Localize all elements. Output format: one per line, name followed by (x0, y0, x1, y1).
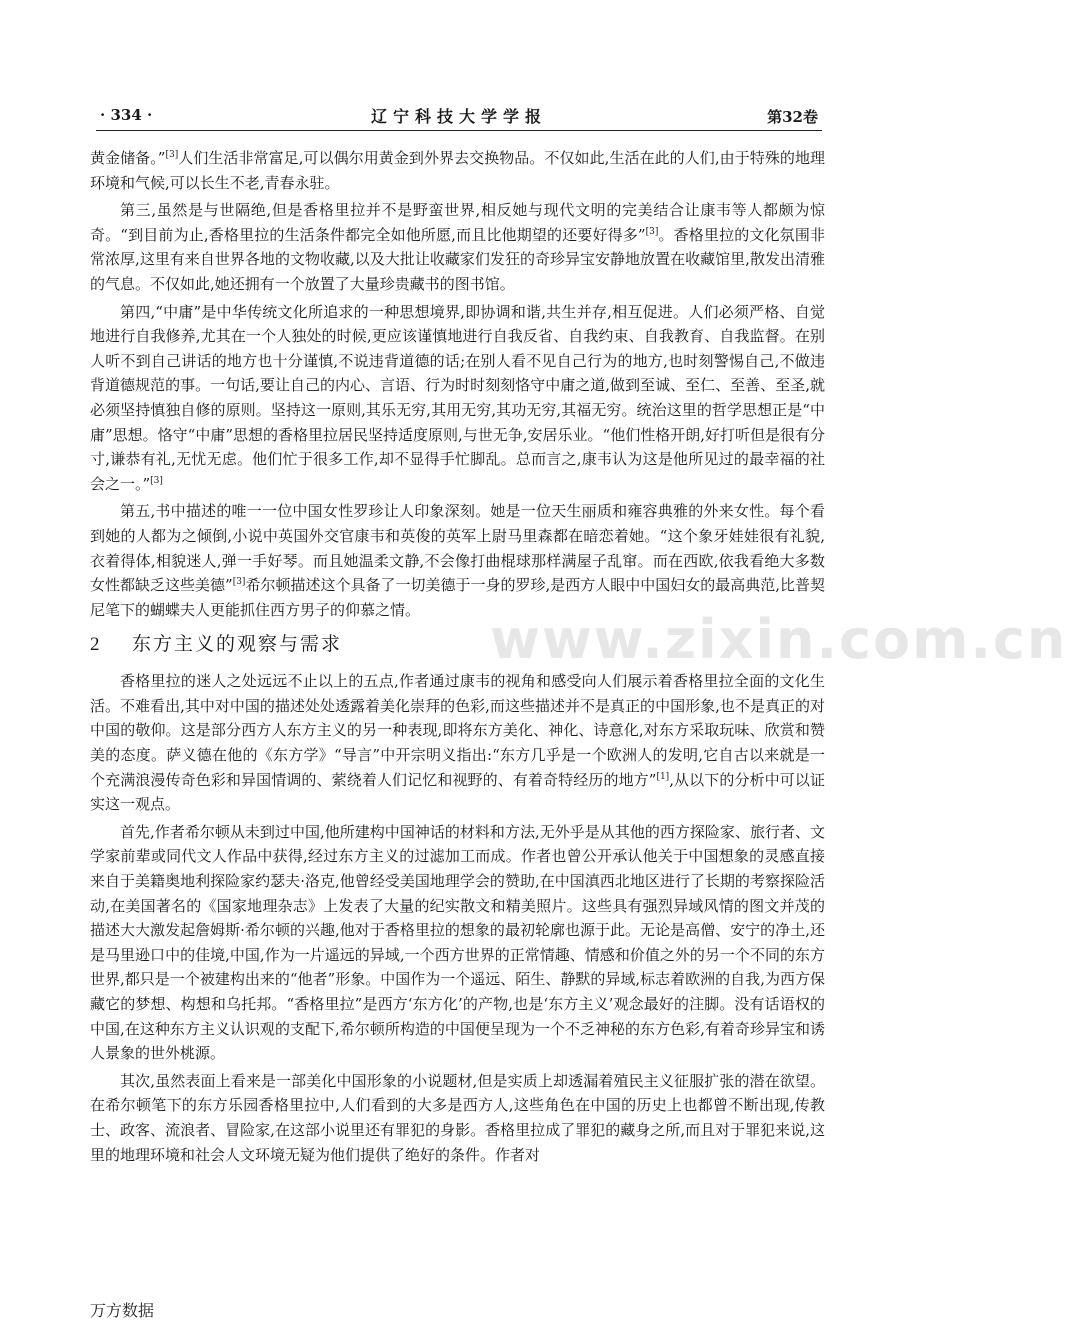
paragraph: 其次,虽然表面上看来是一部美化中国形象的小说题材,但是实质上却透漏着殖民主义征服扩张的潜在欲望。在希尔顿笔下的东方乐园香格里拉中,人们看到的大多是西方人,这些角色在中国的历史上也都曾不断出现,传教士、政客、流浪者、冒险家,在这部小说里还有罪犯的身影。香格里拉成了罪犯的藏身之所,而且对于罪犯来说,这里的地理环境和社会人文环境无疑为他们提供了绝好的条件。作者对 (90, 1071, 825, 1164)
section-title: 东方主义的观察与需求 (132, 633, 343, 656)
footer-source: 万方数据 (90, 1301, 155, 1320)
paragraph: 第三,虽然是与世隔绝,但是香格里拉并不是野蛮世界,相反她与现代文明的完美结合让康韦等人都颇为惊奇。“到目前为止,香格里拉的生活条件都完全如他所愿,而且比他期望的还要好得多”[3]。香格里拉的文化氛围非常浓厚,这里有来自世界各地的文物收藏,以及大批让收藏家们发狂的奇珍异宝安静地放置在收藏馆里,散发出清雅的气息。不仅如此,她还拥有一个放置了大量珍贵藏书的图书馆。 (90, 201, 825, 293)
paragraph: 第五,书中描述的唯一一位中国女性罗珍让人印象深刻。她是一位天生丽质和雍容典雅的外来女性。每个看到她的人都为之倾倒,小说中英国外交官康韦和英俊的英军上尉马里森都在暗恋着她。“这个象牙娃娃很有礼貌,衣着得体,相貌迷人,弹一手好琴。而且她温柔文静,不会像打曲棍球那样满屋子乱窜。而在西欧,依我看绝大多数女性都缺乏这些美德”[3]希尔顿描述这个具备了一切美德于一身的罗珍,是西方人眼中中国妇女的最高典范,比普契尼笔下的蝴蝶夫人更能抓住西方男子的仰慕之情。 (90, 502, 826, 619)
paragraph: 黄金储备。”[3]人们生活非常富足,可以偶尔用黄金到外界去交换物品。不仅如此,生活在此的人们,由于特殊的地理环境和气候,可以长生不老,青春永驻。 (90, 149, 826, 192)
journal-title: 辽宁科技大学学报 (370, 107, 547, 126)
page-number: · 334 · (100, 106, 153, 124)
citation-ref: [1] (656, 771, 670, 782)
running-header (96, 104, 822, 130)
paragraph: 香格里拉的迷人之处远远不止以上的五点,作者通过康韦的视角和感受向人们展示着香格里拉全面的文化生活。不难看出,其中对中国的描述处处透露着美化崇拜的色彩,而这些描述并不是真正的中国形象,也不是真正的对中国的敬仰。这是部分西方人东方主义的另一种表现,即将东方美化、神化、诗意化,对东方采取玩味、欣赏和赞美的态度。萨义德在他的《东方学》“导言”中开宗明义指出:“东方几乎是一个欧洲人的发明,它自古以来就是一个充满浪漫传奇色彩和异国情调的、萦绕着人们记忆和视野的、有着奇特经历的地方”[1],从以下的分析中可以证实这一观点。 (90, 672, 825, 814)
citation-ref: [3] (150, 475, 163, 486)
volume-label: 第32卷 (767, 108, 818, 126)
section-number: 2 (90, 634, 102, 656)
header-rule (96, 130, 822, 131)
citation-ref: [3] (645, 226, 659, 237)
citation-ref: [3] (232, 577, 246, 588)
citation-ref: [3] (165, 150, 179, 160)
paragraph: 第四,“中庸”是中华传统文化所追求的一种思想境界,即协调和谐,共生并存,相互促进。人们必须严格、自觉地进行自我修养,尤其在一个人独处的时候,更应该谨慎地进行自我反省、自我约束、自我教育、自我监督。在别人听不到自己讲话的地方也十分谨慎,不说违背道德的话;在别人看不见自己行为的地方,也时刻警惕自己,不做违背道德规范的事。一句话,要让自己的内心、言语、行为时时刻刻恪守中庸之道,做到至诚、至仁、至善、至圣,就必须坚持慎独自修的原则。坚持这一原则,其乐无穷,其用无穷,其功无穷,其福无穷。统治这里的哲学思想正是“中庸”思想。恪守“中庸”思想的香格里拉居民坚持适度原则,与世无争,安居乐业。“他们性格开朗,好打听但是很有分寸,谦恭有礼,无忧无虑。他们忙于很多工作,却不显得手忙脚乱。总而言之,康韦认为这是他所见过的最幸福的社会之一。”[3] (90, 302, 825, 493)
paragraph: 首先,作者希尔顿从未到过中国,他所建构中国神话的材料和方法,无外乎是从其他的西方探险家、旅行者、文学家前辈或同代文人作品中获得,经过东方主义的过滤加工而成。作者也曾公开承认他关于中国想象的灵感直接来自于美籍奥地利探险家约瑟夫·洛克,他曾经受美国地理学会的赞助,在中国滇西北地区进行了长期的考察探险活动,在美国著名的《国家地理杂志》上发表了大量的纪实散文和精美照片。这些具有强烈异域风情的图文并茂的描述大大激发起詹姆斯·希尔顿的兴趣,他对于香格里拉的想象的最初轮廓也源于此。无论是高僧、安宁的净土,还是马里逊口中的佳境,中国,作为一片遥远的异域,一个西方世界的正常情趣、情感和价值之外的另一个不同的东方世界,都只是一个被建构出来的“他者”形象。中国作为一个遥远、陌生、静默的异域,标志着欧洲的自我,为西方保藏它的梦想、构想和乌托邦。“香格里拉”是西方‘东方化’的产物,也是‘东方主义’观念最好的注脚。没有话语权的中国,在这种东方主义认识观的支配下,希尔顿所构造的中国便呈现为一个不乏神秘的东方色彩,有着奇珍异宝和诱人景象的世外桃源。 (90, 822, 825, 1063)
watermark: www.zixin.com.cn (490, 608, 1067, 671)
